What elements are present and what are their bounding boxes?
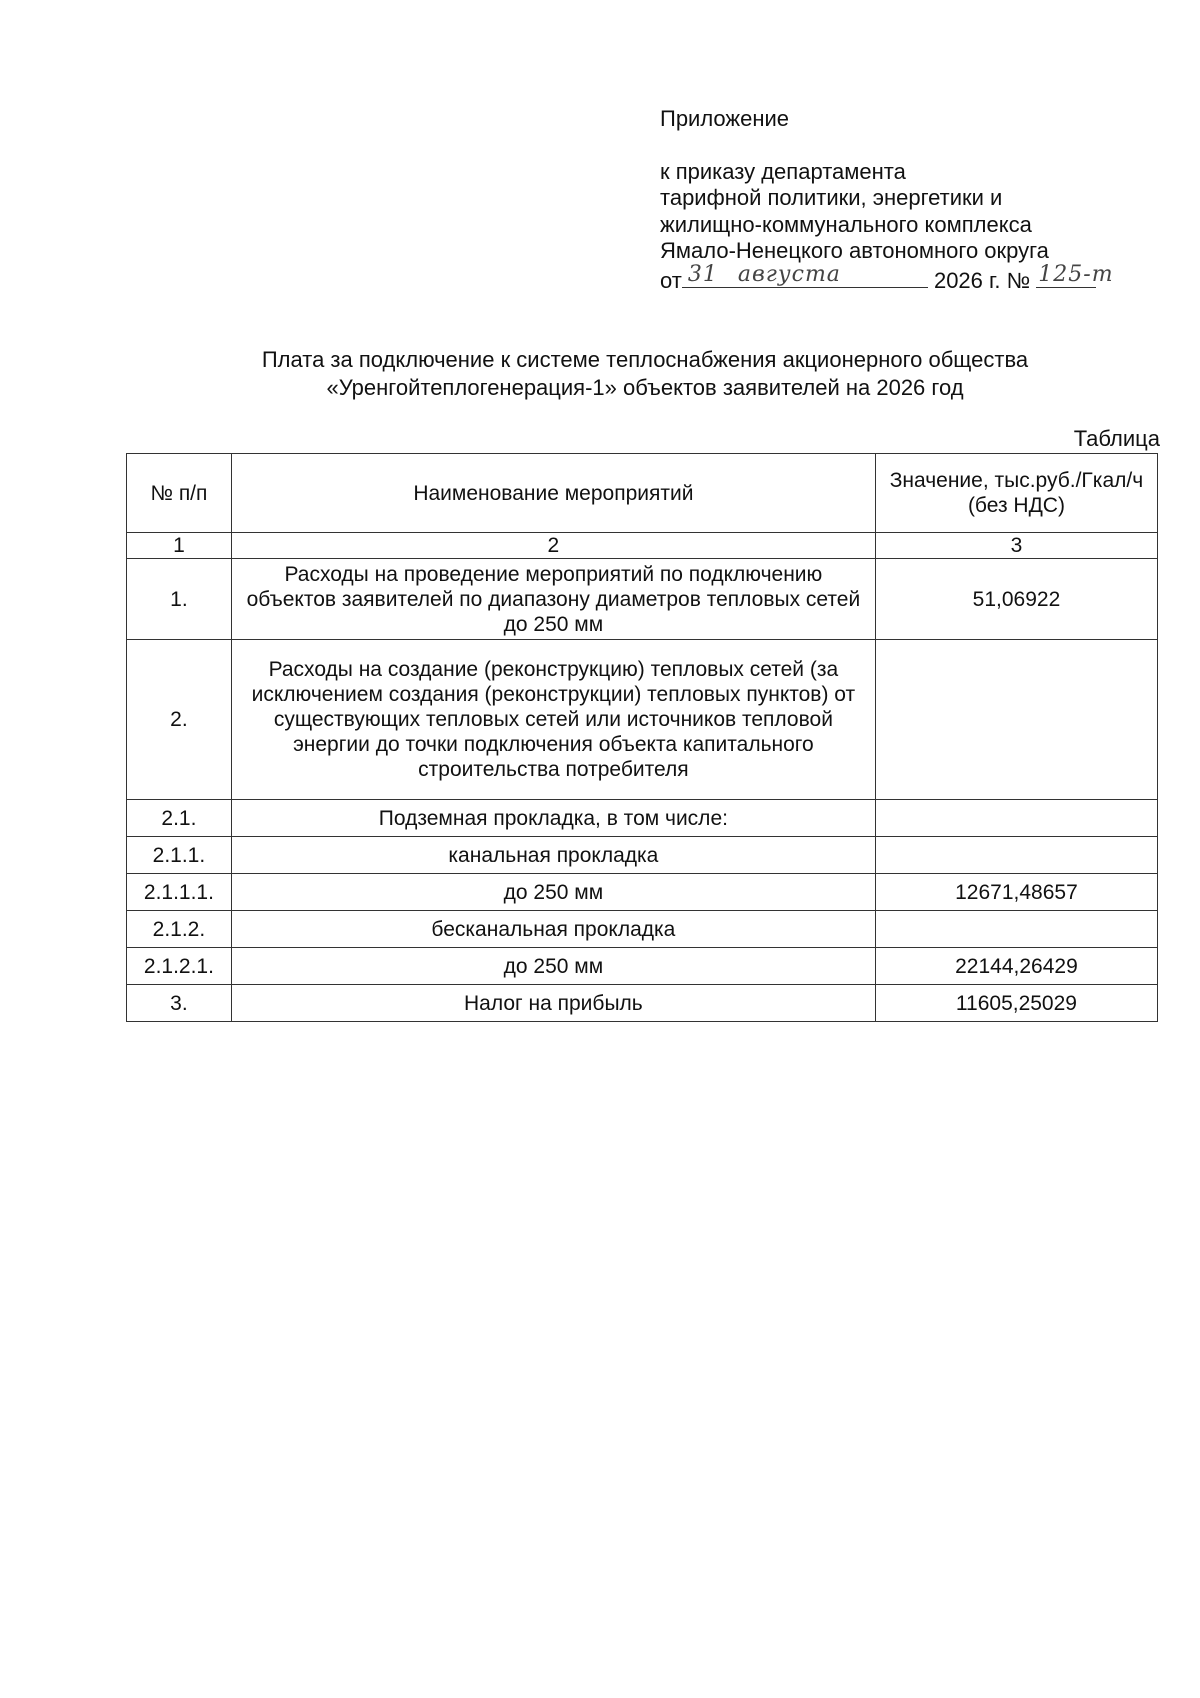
table-row	[127, 837, 1158, 874]
appendix-line: Ямало-Ненецкого автономного округа	[660, 238, 1049, 263]
column-number: 3	[875, 533, 1157, 559]
row-name: Расходы на создание (реконструкцию) тепловых сетей (за исключением создания (реконструкции) тепловых пунктов) от существующих тепловых сетей или источников тепловой энергии до точки подключения объекта капитального строительства потребителя	[231, 640, 875, 800]
handwritten-month: августа	[737, 262, 841, 287]
date-year: 2026 г. №	[933, 267, 1031, 293]
row-name: канальная прокладка	[231, 837, 875, 874]
title-line-1: Плата за подключение к системе теплоснабжения акционерного общества	[261, 347, 1029, 372]
date-month-field	[728, 262, 928, 288]
date-day-field	[682, 262, 728, 288]
fee-table	[126, 453, 1158, 1022]
row-name: Налог на прибыль	[231, 985, 875, 1022]
row-name: бесканальная прокладка	[231, 911, 875, 948]
column-number: 1	[127, 533, 232, 559]
order-number-field	[1036, 262, 1114, 288]
appendix-line: жилищно-коммунального комплекса	[660, 211, 1032, 237]
table-row	[127, 640, 1158, 800]
appendix-line: тарифной политики, энергетики и	[660, 185, 1003, 210]
table-caption: Таблица	[1073, 426, 1160, 451]
row-num: 2.	[127, 640, 232, 800]
row-value: 51,06922	[875, 559, 1157, 640]
header-num: № п/п	[127, 454, 232, 533]
row-num: 2.1.1.	[127, 837, 232, 874]
header-name: Наименование мероприятий	[231, 454, 875, 533]
row-name: до 250 мм	[231, 874, 875, 911]
row-value	[875, 640, 1157, 800]
column-number-row	[127, 533, 1158, 559]
date-prefix: от	[660, 267, 682, 293]
row-value: 22144,26429	[875, 948, 1157, 985]
appendix-heading: Приложение	[660, 106, 790, 131]
row-num: 2.1.	[127, 800, 232, 837]
table-row	[127, 911, 1158, 948]
table-row	[127, 985, 1158, 1022]
order-date-line	[660, 262, 1120, 295]
row-num: 2.1.1.1.	[127, 874, 232, 911]
table-row	[127, 874, 1158, 911]
table-row	[127, 559, 1158, 640]
handwritten-day: 31	[687, 262, 718, 287]
row-value	[875, 800, 1157, 837]
appendix-block	[660, 106, 1120, 294]
table-row	[127, 800, 1158, 837]
row-num: 2.1.2.	[127, 911, 232, 948]
row-num: 2.1.2.1.	[127, 948, 232, 985]
header-value: Значение, тыс.руб./Гкал/ч (без НДС)	[875, 454, 1157, 533]
row-value	[875, 837, 1157, 874]
row-name: Расходы на проведение мероприятий по подключению объектов заявителей по диапазону диаметров тепловых сетей до 250 мм	[231, 559, 875, 640]
row-name: Подземная прокладка, в том числе:	[231, 800, 875, 837]
row-value	[875, 911, 1157, 948]
row-num: 1.	[127, 559, 232, 640]
document-title	[120, 346, 1170, 402]
row-value: 12671,48657	[875, 874, 1157, 911]
row-name: до 250 мм	[231, 948, 875, 985]
table-header-row	[127, 454, 1158, 533]
table-row	[127, 948, 1158, 985]
column-number: 2	[231, 533, 875, 559]
handwritten-order-number: 125-т	[1038, 262, 1114, 287]
appendix-line: к приказу департамента	[660, 158, 906, 184]
row-num: 3.	[127, 985, 232, 1022]
row-value: 11605,25029	[875, 985, 1157, 1022]
title-line-2: «Уренгойтеплогенерация-1» объектов заявителей на 2026 год	[326, 375, 964, 400]
